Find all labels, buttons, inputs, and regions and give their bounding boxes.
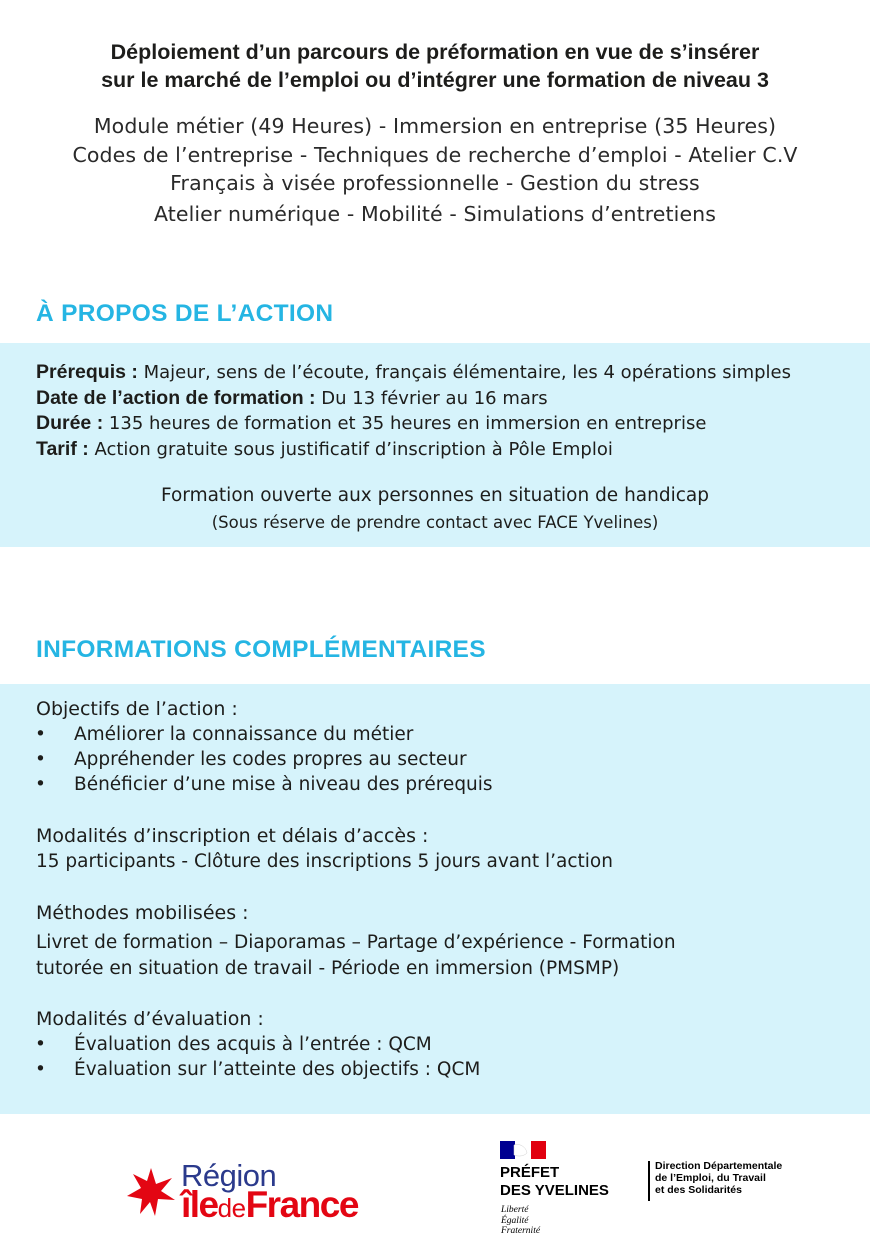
prefet-line: PRÉFET [500,1164,560,1181]
list-item [0,722,870,747]
list-item-text: Appréhender les codes propres au secteur [74,749,467,771]
intro-block [0,38,870,228]
prerequis-row [0,360,870,386]
about-panel [0,343,870,547]
ddets-line: Direction Départementale [655,1160,783,1172]
date-value: Du 13 février au 16 mars [315,387,548,409]
date-row [0,386,870,412]
prerequis-value: Majeur, sens de l’écoute, français élémentaire, les 4 opérations simples [137,362,791,383]
objectifs-label: Objectifs de l’action : [36,698,238,720]
region-ile-de-france-logo [125,1154,405,1234]
footer-logos [0,1114,870,1244]
about-heading: À PROPOS DE L’ACTION [36,300,334,327]
tarif-label: Tarif : [36,437,89,460]
module-line: Module métier (49 Heures) - Immersion en entreprise (35 Heures) [93,114,777,138]
logo-divider [648,1161,650,1201]
devise [501,1205,540,1237]
methodes-line: tutorée en situation de travail - Période en immersion (PMSMP) [36,957,620,979]
idf-word [181,1184,358,1226]
handicap-text: Formation ouverte aux personnes en situation de handicap [160,485,709,506]
prerequis-label: Prérequis : [36,361,138,383]
intro-title [0,38,870,94]
info-panel [0,684,870,1114]
tarif-value: Action gratuite sous justificatif d’inscription à Pôle Emploi [88,438,613,460]
module-list [0,112,870,228]
bullet: • [35,774,46,796]
ddets-label [655,1160,782,1196]
module-line: Codes de l’entreprise - Techniques de recherche d’emploi - Atelier C.V [72,142,798,167]
intro-title-line: sur le marché de l’emploi ou d’intégrer une formation de niveau 3 [101,68,769,92]
bullet: • [35,1033,46,1055]
module-line: Français à visée professionnelle - Gestion du stress [170,171,700,195]
list-item [0,772,870,797]
prefet-title [500,1164,609,1200]
idf-ile: île [181,1184,218,1225]
list-item [0,1032,870,1057]
list-item-text: Évaluation des acquis à l’entrée : QCM [74,1033,432,1055]
module-line: Atelier numérique - Mobilité - Simulations d’entretiens [153,201,717,226]
marianne-icon [500,1141,546,1159]
tarif-row [0,437,870,463]
list-item-text: Améliorer la connaissance du métier [74,724,414,745]
evaluation-label: Modalités d’évaluation : [36,1007,264,1030]
date-label: Date de l’action de formation : [36,386,316,409]
list-item [0,1057,870,1082]
star-icon [125,1166,177,1218]
idf-france: France [245,1184,358,1225]
evaluation-list [0,1032,870,1082]
handicap-note: (Sous réserve de prendre contact avec FACE Yvelines) [211,513,659,532]
ddets-line: et des Solidarités [655,1184,742,1196]
devise-line: Fraternité [501,1226,541,1236]
list-item-text: Évaluation sur l’atteinte des objectifs : QCM [74,1058,481,1080]
duree-value: 135 heures de formation et 35 heures en immersion en entreprise [103,413,707,434]
idf-de: de [217,1193,246,1223]
ddets-line: de l’Emploi, du Travail [655,1172,766,1184]
inscription-text: 15 participants - Clôture des inscriptions 5 jours avant l’action [36,850,613,872]
prefet-logo [498,1139,798,1239]
devise-line: Égalité [501,1215,529,1226]
list-item [0,747,870,772]
methodes-line: Livret de formation – Diaporamas – Partage d’expérience - Formation [36,931,676,953]
bullet: • [35,724,46,745]
objectifs-list [0,722,870,798]
duree-label: Durée : [36,412,104,434]
methodes-label: Méthodes mobilisées : [36,901,249,924]
bullet: • [35,749,46,771]
prefet-line: DES YVELINES [500,1182,609,1199]
info-heading: INFORMATIONS COMPLÉMENTAIRES [36,636,486,663]
list-item-text: Bénéficier d’une mise à niveau des prérequis [74,774,493,796]
intro-title-line: Déploiement d’un parcours de préformation en vue de s’insérer [110,40,760,64]
inscription-label: Modalités d’inscription et délais d’accès : [36,824,429,847]
region-word: Région [181,1158,277,1193]
devise-line: Liberté [501,1205,529,1215]
bullet: • [35,1058,46,1080]
duree-row [0,411,870,437]
